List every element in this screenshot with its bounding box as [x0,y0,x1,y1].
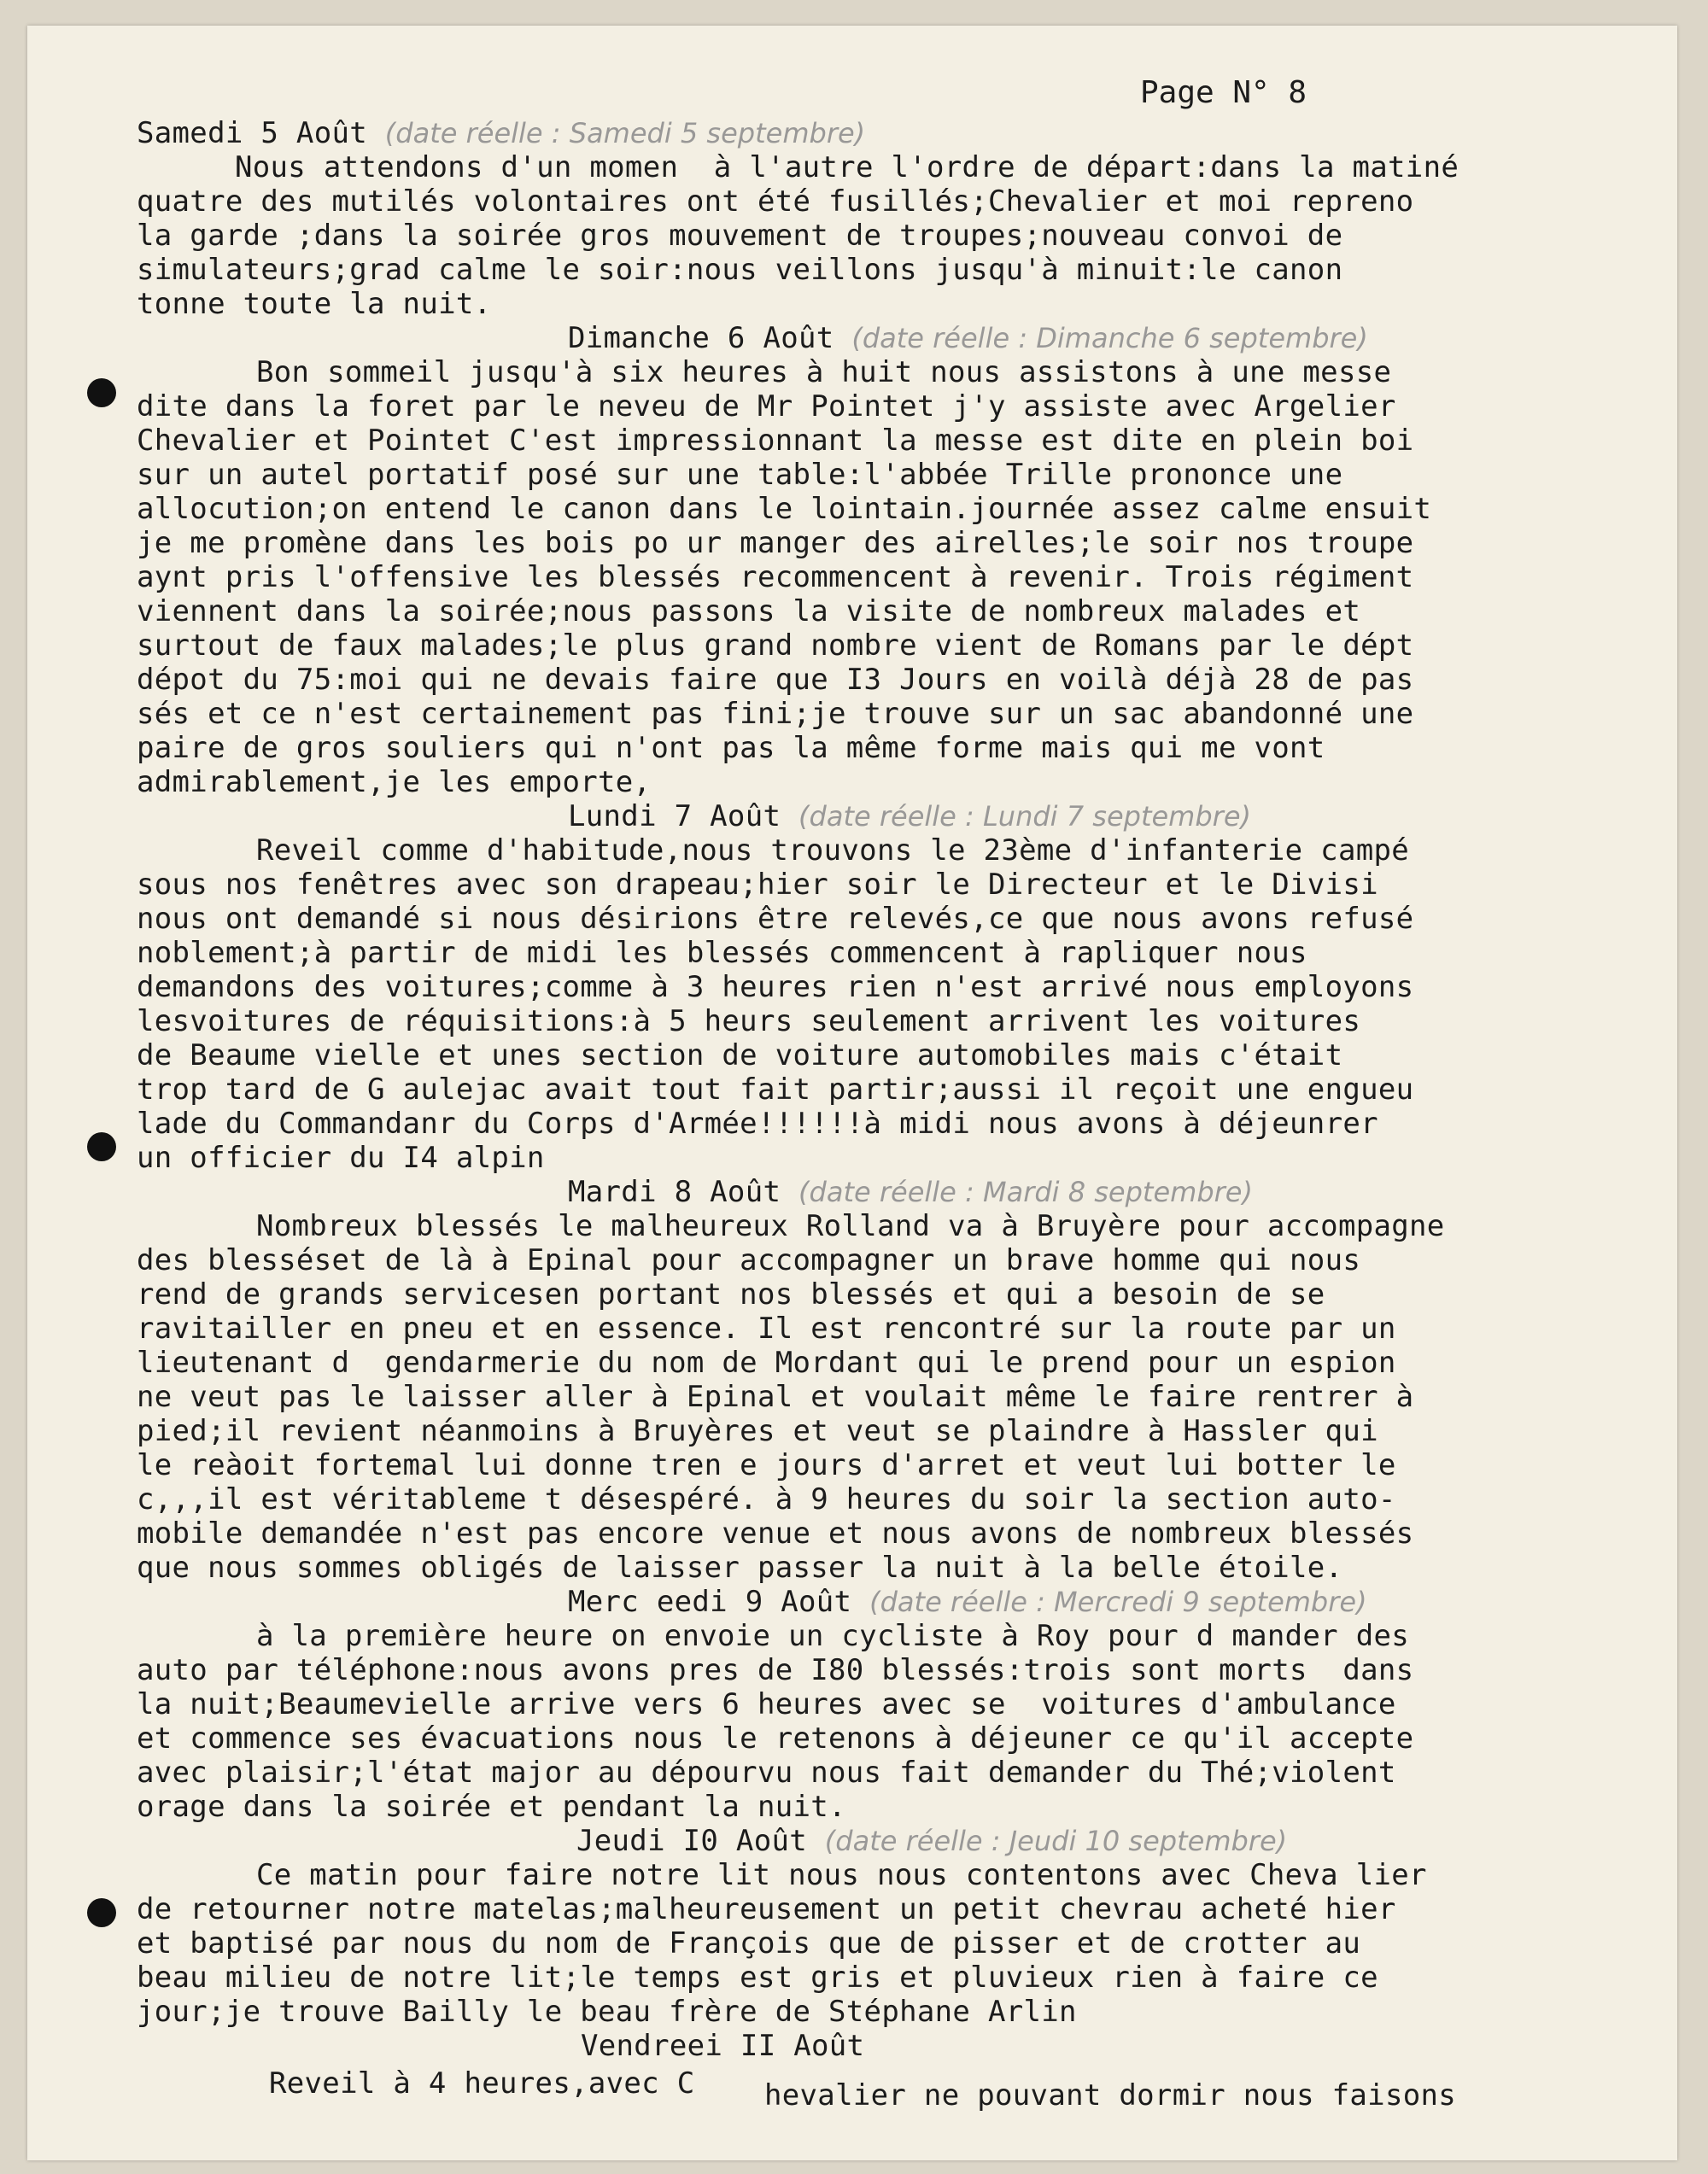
entry-line: orage dans la soirée et pendant la nuit. [137,1790,846,1824]
entry-line: admirablement,je les emporte, [137,765,652,799]
entry-line: ravitailler en pneu et en essence. Il est rencontré sur la route par un [137,1312,1396,1346]
entry-line: viennent dans la soirée;nous passons la visite de nombreux malades et [137,594,1361,628]
entry-line: aynt pris l'offensive les blessés recommencent à revenir. Trois régiment [137,560,1414,594]
punch-hole-bottom [87,1898,116,1927]
entry-line: lieutenant d gendarmerie du nom de Mordant qui le prend pour un espion [137,1346,1396,1380]
entry-line: à la première heure on envoie un cycliste à Roy pour d mander des [256,1619,1410,1653]
entry-date: Samedi 5 Août (date réelle : Samedi 5 septembre) [137,116,866,150]
entry-date: Jeudi I0 Août (date réelle : Jeudi 10 septembre) [576,1824,1288,1858]
entry-line: le reàoit fortemal lui donne tren e jours d'arret et veut lui botter le [137,1448,1396,1482]
entry-line: lesvoitures de réquisitions:à 5 heurs seulement arrivent les voitures [137,1004,1361,1038]
entry-line: Nombreux blessés le malheureux Rolland va à Bruyère pour accompagne [256,1209,1445,1243]
entry-line: Reveil comme d'habitude,nous trouvons le 23ème d'infanterie campé [256,833,1410,868]
entry-line: trop tard de G aulejac avait tout fait partir;aussi il reçoit une engueu [137,1072,1414,1107]
entry-line: de retourner notre matelas;malheureusement un petit chevrau acheté hier [137,1892,1396,1926]
entry-line: Nous attendons d'un momen à l'autre l'ordre de départ:dans la matiné [235,150,1459,184]
entry-line: Chevalier et Pointet C'est impressionnant la messe est dite en plein boi [137,424,1414,458]
entry-line: Ce matin pour faire notre lit nous nous contentons avec Cheva lier [256,1858,1427,1892]
entry-date: Dimanche 6 Août (date réelle : Dimanche 6 septembre) [568,321,1368,355]
entry-line: la nuit;Beaumevielle arrive vers 6 heures avec se voitures d'ambulance [137,1687,1396,1721]
entry-line: beau milieu de notre lit;le temps est gris et pluvieux rien à faire ce [137,1961,1378,1995]
entry-line: ne veut pas le laisser aller à Epinal et voulait même le faire rentrer à [137,1380,1414,1414]
entry-line: demandons des voitures;comme à 3 heures rien n'est arrivé nous employons [137,970,1414,1004]
entry-line: auto par téléphone:nous avons pres de I80 blessés:trois sont morts dans [137,1653,1414,1687]
entry-line: hevalier ne pouvant dormir nous faisons [764,2078,1457,2113]
entry-line: avec plaisir;l'état major au dépourvu nous fait demander du Thé;violent [137,1756,1396,1790]
punch-hole-top [87,378,116,407]
entry-date: Lundi 7 Août (date réelle : Lundi 7 septembre) [568,799,1251,833]
entry-line: et commence ses évacuations nous le retenons à déjeuner ce qu'il accepte [137,1721,1414,1756]
entry-line: pied;il revient néanmoins à Bruyères et veut se plaindre à Hassler qui [137,1414,1378,1448]
entry-line: et baptisé par nous du nom de François que de pisser et de crotter au [137,1926,1361,1961]
entry-line: jour;je trouve Bailly le beau frère de Stéphane Arlin [137,1995,1077,2029]
entry-date: Merc eedi 9 Août (date réelle : Mercredi 9 septembre) [568,1585,1367,1619]
entry-line: nous ont demandé si nous désirions être relevés,ce que nous avons refusé [137,902,1414,936]
entry-line: sur un autel portatif posé sur une table:l'abbée Trille prononce une [137,458,1343,492]
entry-line: je me promène dans les bois po ur manger des airelles;le soir nos troupe [137,526,1414,560]
entry-line: allocution;on entend le canon dans le lointain.journée assez calme ensuit [137,492,1432,526]
entry-line: mobile demandée n'est pas encore venue et nous avons de nombreux blessés [137,1517,1414,1551]
entry-line: dite dans la foret par le neveu de Mr Pointet j'y assiste avec Argelier [137,389,1396,424]
entry-line: de Beaume vielle et unes section de voiture automobiles mais c'était [137,1038,1343,1072]
entry-line: paire de gros souliers qui n'ont pas la même forme mais qui me vont [137,731,1325,765]
entry-line: Reveil à 4 heures,avec C [269,2066,695,2101]
entry-line: surtout de faux malades;le plus grand nombre vient de Romans par le dépt [137,628,1414,663]
punch-hole-middle [87,1132,116,1161]
entry-date: Mardi 8 Août (date réelle : Mardi 8 septembre) [568,1175,1253,1209]
entry-line: sés et ce n'est certainement pas fini;je trouve sur un sac abandonné une [137,697,1414,731]
entry-line: lade du Commandanr du Corps d'Armée!!!!!!à midi nous avons à déjeunrer [137,1107,1378,1141]
entry-line: Bon sommeil jusqu'à six heures à huit nous assistons à une messe [256,355,1392,389]
entry-line: quatre des mutilés volontaires ont été fusillés;Chevalier et moi repreno [137,184,1414,219]
page-number: Page N° 8 [1140,75,1307,110]
entry-line: sous nos fenêtres avec son drapeau;hier soir le Directeur et le Divisi [137,868,1378,902]
entry-line: rend de grands servicesen portant nos blessés et qui a besoin de se [137,1277,1325,1312]
entry-line: noblement;à partir de midi les blessés commencent à rapliquer nous [137,936,1307,970]
entry-line: que nous sommes obligés de laisser passer la nuit à la belle étoile. [137,1551,1343,1585]
entry-line: tonne toute la nuit. [137,287,492,321]
entry-line: c,,,il est véritableme t désespéré. à 9 heures du soir la section auto- [137,1482,1396,1517]
entry-line: dépot du 75:moi qui ne devais faire que I3 Jours en voilà déjà 28 de pas [137,663,1414,697]
entry-line: la garde ;dans la soirée gros mouvement de troupes;nouveau convoi de [137,219,1343,253]
entry-line: un officier du I4 alpin [137,1141,545,1175]
entry-line: simulateurs;grad calme le soir:nous veillons jusqu'à minuit:le canon [137,253,1343,287]
entry-date: Vendreei II Août [581,2029,865,2063]
entry-line: des blesséset de là à Epinal pour accompagner un brave homme qui nous [137,1243,1361,1277]
